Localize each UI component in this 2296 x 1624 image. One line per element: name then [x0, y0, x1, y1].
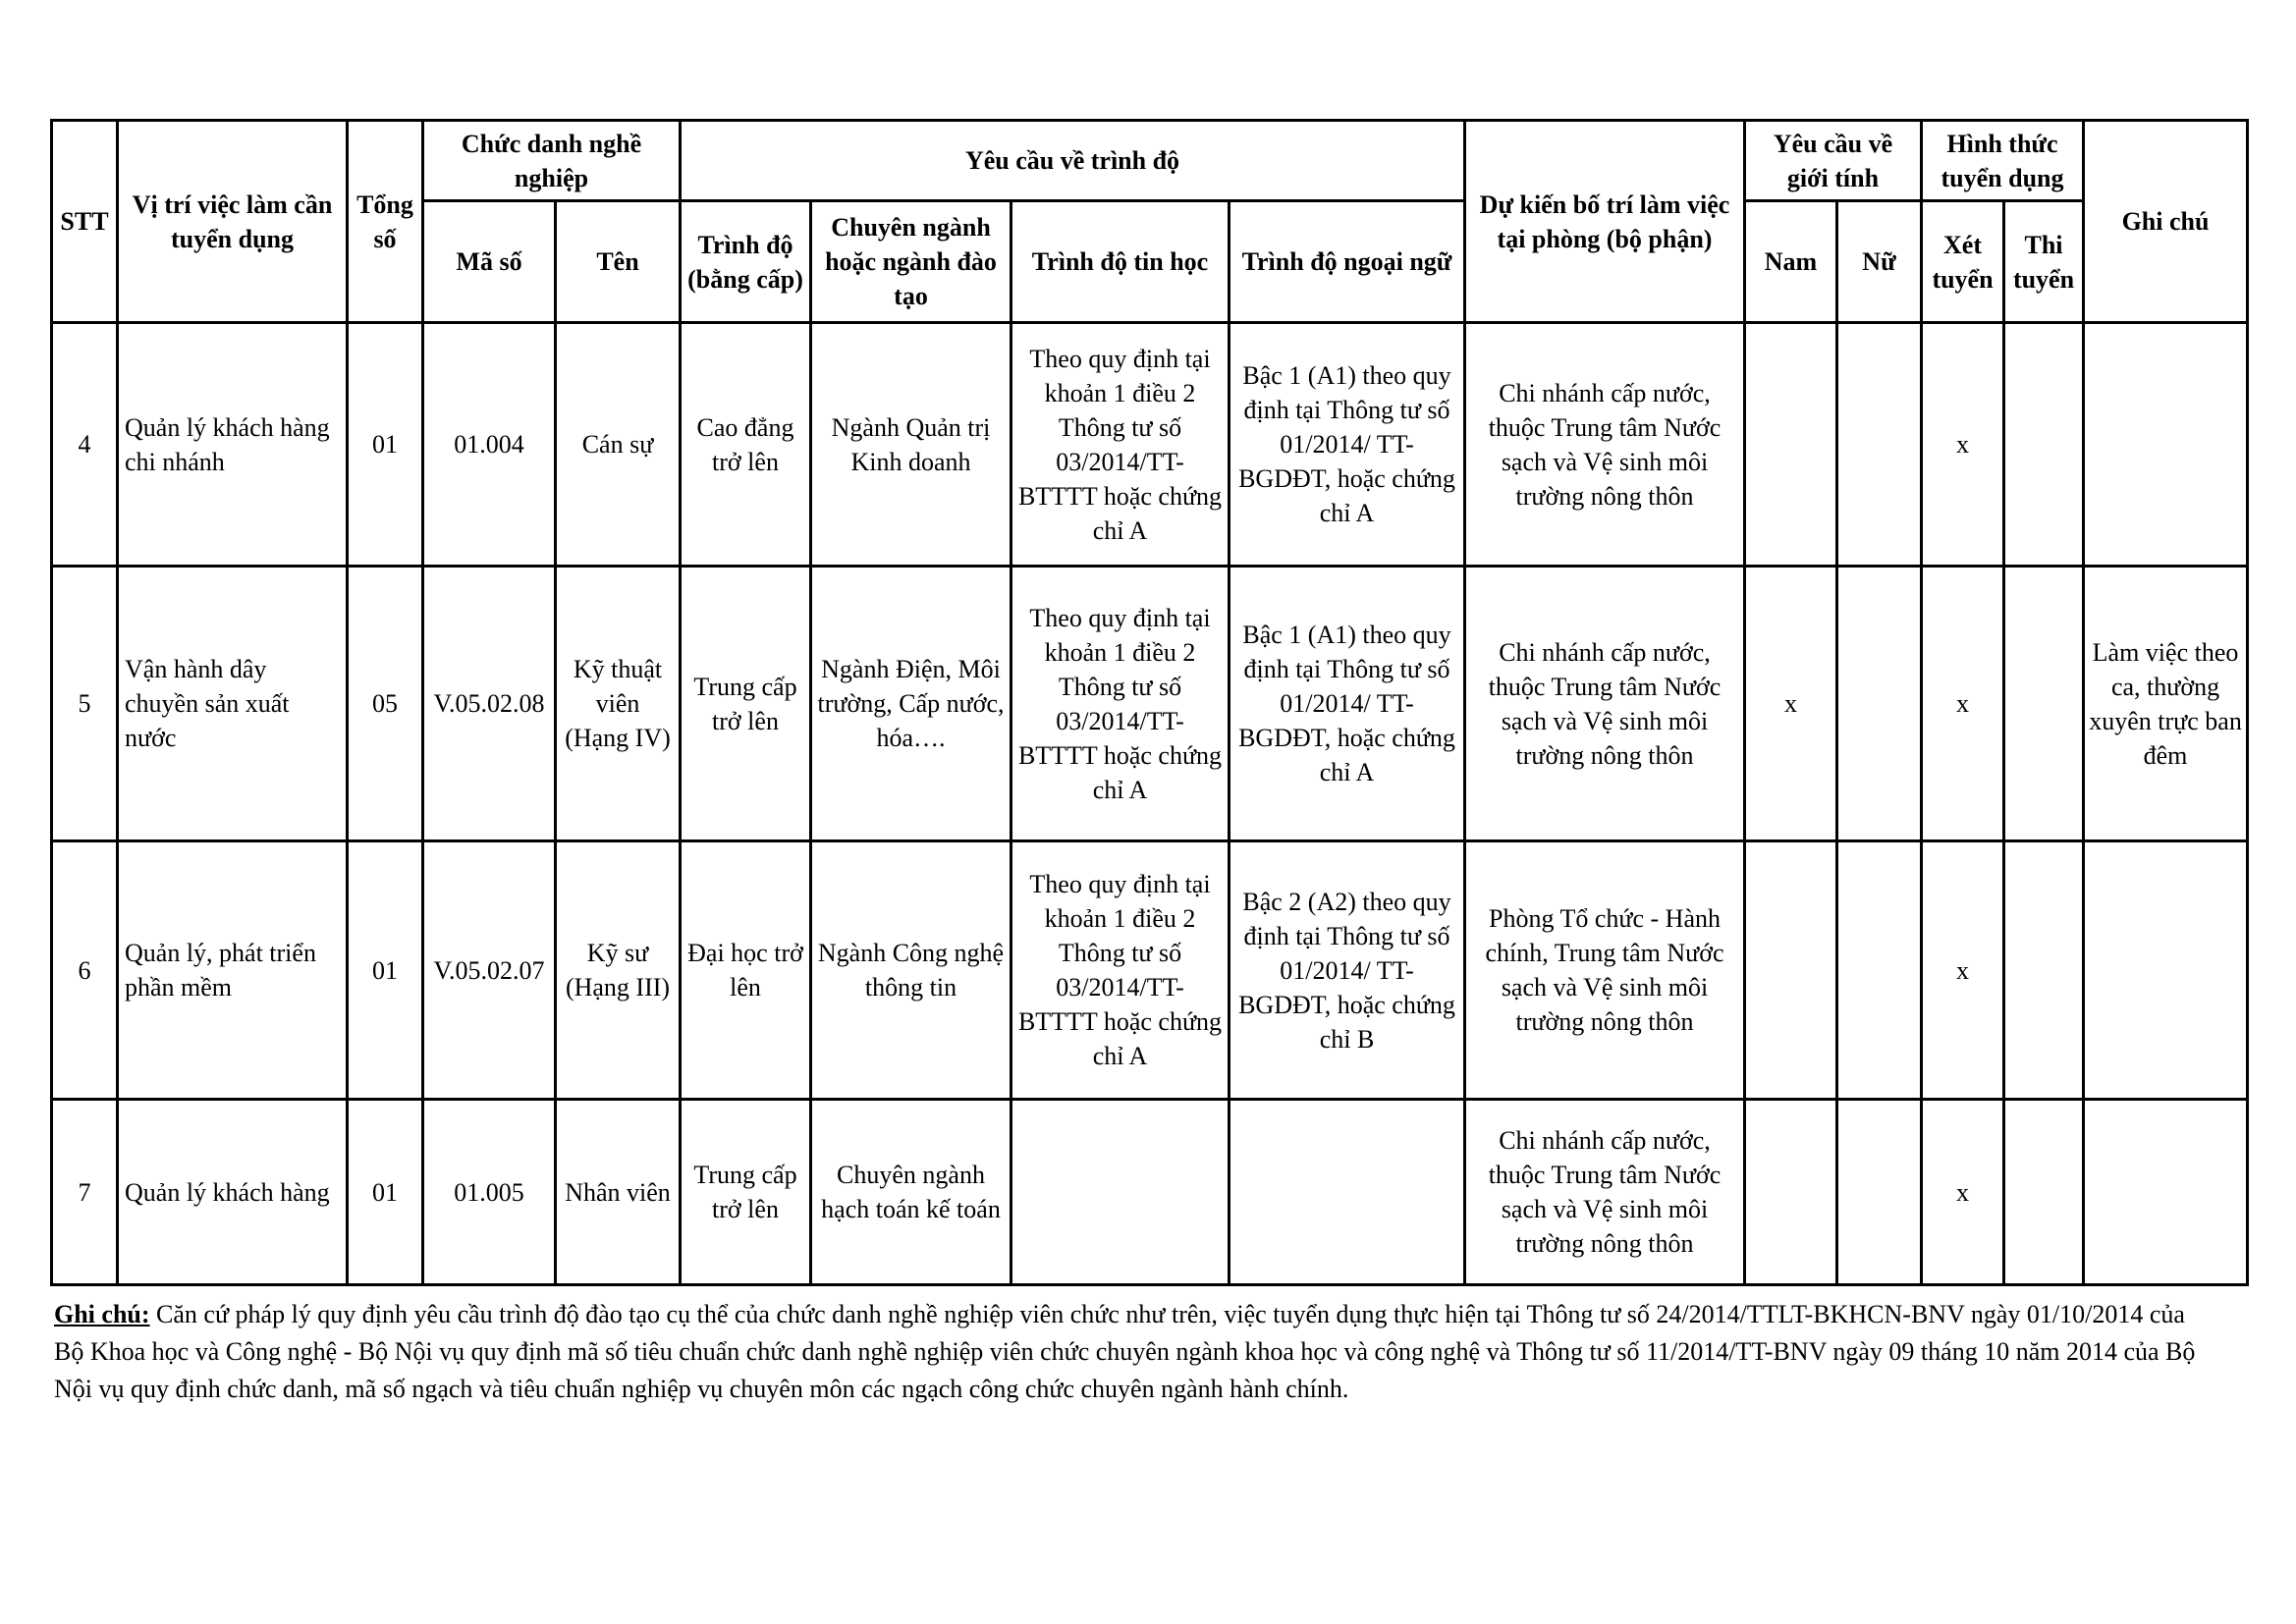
cell-male: x: [1745, 567, 1837, 841]
cell-exam: [2004, 323, 2084, 567]
cell-exam: [2004, 841, 2084, 1100]
header-job-code: Mã số: [423, 201, 556, 323]
cell-language-level: Bậc 1 (A1) theo quy định tại Thông tư số 01/2014/ TT-BGDĐT, hoặc chứng chỉ A: [1230, 567, 1465, 841]
cell-note: [2084, 323, 2248, 567]
cell-male: [1745, 841, 1837, 1100]
header-gender-group: Yêu cầu về giới tính: [1745, 121, 1922, 201]
cell-department: Chi nhánh cấp nước, thuộc Trung tâm Nước sạch và Vệ sinh môi trường nông thôn: [1465, 1100, 1745, 1285]
cell-job-name: Kỹ sư (Hạng III): [556, 841, 681, 1100]
cell-degree: Trung cấp trở lên: [681, 567, 811, 841]
header-major: Chuyên ngành hoặc ngành đào tạo: [811, 201, 1011, 323]
cell-major: Ngành Điện, Môi trường, Cấp nước, hóa….: [811, 567, 1011, 841]
cell-position: Quản lý khách hàng: [118, 1100, 348, 1285]
cell-job-code: V.05.02.07: [423, 841, 556, 1100]
table-row: [52, 323, 2248, 567]
cell-total: 01: [348, 1100, 423, 1285]
cell-exam: [2004, 567, 2084, 841]
cell-male: [1745, 323, 1837, 567]
table-row: [52, 567, 2248, 841]
cell-job-name: Cán sự: [556, 323, 681, 567]
cell-it-level: [1011, 1100, 1230, 1285]
header-review: Xét tuyển: [1922, 201, 2004, 323]
header-position: Vị trí việc làm cần tuyển dụng: [118, 121, 348, 323]
cell-review: x: [1922, 841, 2004, 1100]
header-language-level: Trình độ ngoại ngữ: [1230, 201, 1465, 323]
cell-it-level: Theo quy định tại khoản 1 điều 2 Thông tư số 03/2014/TT-BTTTT hoặc chứng chỉ A: [1011, 841, 1230, 1100]
header-female: Nữ: [1837, 201, 1922, 323]
header-job-name: Tên: [556, 201, 681, 323]
cell-job-code: 01.005: [423, 1100, 556, 1285]
cell-female: [1837, 1100, 1922, 1285]
header-it-level: Trình độ tin học: [1011, 201, 1230, 323]
cell-female: [1837, 841, 1922, 1100]
cell-review: x: [1922, 1100, 2004, 1285]
cell-it-level: Theo quy định tại khoản 1 điều 2 Thông tư số 03/2014/TT-BTTTT hoặc chứng chỉ A: [1011, 567, 1230, 841]
footnote-text: Căn cứ pháp lý quy định yêu cầu trình độ đào tạo cụ thể của chức danh nghề nghiệp viên chức như trên, việc tuyển dụng thực hiện tại Thông tư số 24/2014/TTLT-BKHCN-BNV ngày 01/10/2014 của Bộ Khoa học và Công nghệ - Bộ Nội vụ quy định mã số tiêu chuẩn chức danh nghề nghiệp viên chức chuyên ngành khoa học và công nghệ và Thông tư số 11/2014/TT-BNV ngày 09 tháng 10 năm 2014 của Bộ Nội vụ quy định chức danh, mã số ngạch và tiêu chuẩn nghiệp vụ chuyên môn các ngạch công chức chuyên ngành hành chính.: [54, 1300, 2196, 1403]
header-recruit-group: Hình thức tuyển dụng: [1922, 121, 2084, 201]
table-row: [52, 841, 2248, 1100]
cell-department: Chi nhánh cấp nước, thuộc Trung tâm Nước sạch và Vệ sinh môi trường nông thôn: [1465, 323, 1745, 567]
header-qualification-group: Yêu cầu về trình độ: [681, 121, 1465, 201]
recruitment-table: [50, 119, 2249, 1286]
cell-major: Ngành Công nghệ thông tin: [811, 841, 1011, 1100]
cell-department: Phòng Tổ chức - Hành chính, Trung tâm Nước sạch và Vệ sinh môi trường nông thôn: [1465, 841, 1745, 1100]
cell-female: [1837, 323, 1922, 567]
cell-degree: Đại học trở lên: [681, 841, 811, 1100]
cell-it-level: Theo quy định tại khoản 1 điều 2 Thông tư số 03/2014/TT-BTTTT hoặc chứng chỉ A: [1011, 323, 1230, 567]
table-row: [52, 1100, 2248, 1285]
cell-major: Ngành Quản trị Kinh doanh: [811, 323, 1011, 567]
header-degree: Trình độ (bằng cấp): [681, 201, 811, 323]
cell-language-level: [1230, 1100, 1465, 1285]
cell-degree: Cao đẳng trở lên: [681, 323, 811, 567]
cell-major: Chuyên ngành hạch toán kế toán: [811, 1100, 1011, 1285]
cell-language-level: Bậc 1 (A1) theo quy định tại Thông tư số 01/2014/ TT-BGDĐT, hoặc chứng chỉ A: [1230, 323, 1465, 567]
cell-language-level: Bậc 2 (A2) theo quy định tại Thông tư số 01/2014/ TT-BGDĐT, hoặc chứng chỉ B: [1230, 841, 1465, 1100]
header-male: Nam: [1745, 201, 1837, 323]
cell-total: 01: [348, 323, 423, 567]
cell-job-name: Kỹ thuật viên (Hạng IV): [556, 567, 681, 841]
cell-position: Quản lý, phát triển phần mềm: [118, 841, 348, 1100]
cell-female: [1837, 567, 1922, 841]
cell-position: Quản lý khách hàng chi nhánh: [118, 323, 348, 567]
cell-note: [2084, 1100, 2248, 1285]
cell-male: [1745, 1100, 1837, 1285]
cell-job-name: Nhân viên: [556, 1100, 681, 1285]
header-exam: Thi tuyển: [2004, 201, 2084, 323]
footnote-label: Ghi chú:: [54, 1300, 150, 1328]
header-job-title-group: Chức danh nghề nghiệp: [423, 121, 681, 201]
cell-job-code: V.05.02.08: [423, 567, 556, 841]
cell-job-code: 01.004: [423, 323, 556, 567]
cell-note: Làm việc theo ca, thường xuyên trực ban đêm: [2084, 567, 2248, 841]
cell-stt: 5: [52, 567, 118, 841]
header-stt: STT: [52, 121, 118, 323]
cell-note: [2084, 841, 2248, 1100]
header-department: Dự kiến bố trí làm việc tại phòng (bộ phận): [1465, 121, 1745, 323]
footnote: [54, 1296, 2214, 1408]
cell-review: x: [1922, 323, 2004, 567]
cell-degree: Trung cấp trở lên: [681, 1100, 811, 1285]
cell-position: Vận hành dây chuyền sản xuất nước: [118, 567, 348, 841]
cell-total: 01: [348, 841, 423, 1100]
cell-stt: 4: [52, 323, 118, 567]
cell-stt: 7: [52, 1100, 118, 1285]
cell-department: Chi nhánh cấp nước, thuộc Trung tâm Nước sạch và Vệ sinh môi trường nông thôn: [1465, 567, 1745, 841]
cell-total: 05: [348, 567, 423, 841]
cell-exam: [2004, 1100, 2084, 1285]
header-total: Tổng số: [348, 121, 423, 323]
cell-review: x: [1922, 567, 2004, 841]
header-note: Ghi chú: [2084, 121, 2248, 323]
cell-stt: 6: [52, 841, 118, 1100]
